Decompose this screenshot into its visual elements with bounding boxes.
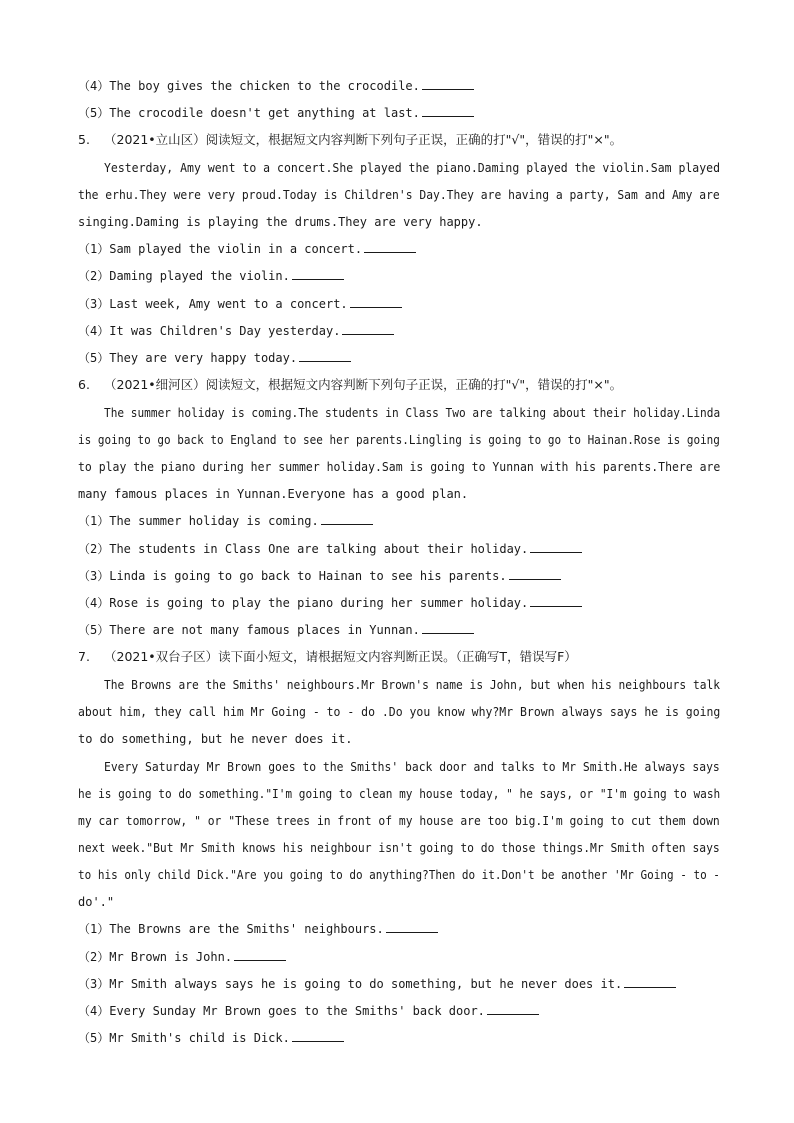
answer-blank[interactable] [292, 268, 344, 280]
q6-passage-line-3: to play the piano during her summer holiday.Sam is going to Yunnan with his parents.There are [78, 460, 721, 474]
answer-blank[interactable] [386, 921, 438, 933]
q7-item-2: （2）Mr Brown is John. [78, 949, 286, 965]
answer-blank[interactable] [624, 976, 676, 988]
q7-passage-line-2: about him, they call him Mr Going - to - do .Do you know why?Mr Brown always says he is going [78, 705, 721, 719]
q7-item-5: （5）Mr Smith's child is Dick. [78, 1030, 344, 1046]
answer-blank[interactable] [422, 78, 474, 90]
q7-item-1: （1）The Browns are the Smiths' neighbours. [78, 921, 438, 937]
q6-passage-line-2: is going to go back to England to see her parents.Lingling is going to go to Hainan.Rose is going [78, 433, 720, 447]
q6-item-3: （3）Linda is going to go back to Hainan to see his parents. [78, 568, 561, 584]
q7-item-4: （4）Every Sunday Mr Brown goes to the Smiths' back door. [78, 1003, 539, 1019]
q6-item-2: （2）The students in Class One are talking about their holiday. [78, 541, 582, 557]
q7-passage-line-7: next week."But Mr Smith knows his neighbour isn't going to do those things.Mr Smith often says [78, 841, 720, 855]
q7-item-3: （3）Mr Smith always says he is going to do something, but he never does it. [78, 976, 676, 992]
answer-blank[interactable] [487, 1003, 539, 1015]
q7-passage-line-6: my car tomorrow, " or "These trees in front of my house are too big.I'm going to cut them down [78, 814, 720, 828]
q7-passage-line-8: to his only child Dick."Are you going to do anything?Then do it.Don't be another 'Mr Going - to - [78, 868, 720, 882]
answer-blank[interactable] [364, 241, 416, 253]
q5-item-5: （5）They are very happy today. [78, 350, 351, 366]
answer-blank[interactable] [422, 105, 474, 117]
q6-item-5: （5）There are not many famous places in Yunnan. [78, 622, 474, 638]
answer-blank[interactable] [342, 323, 394, 335]
q6-passage-line-1: The summer holiday is coming.The students in Class Two are talking about their holiday.Linda [104, 406, 721, 420]
q5-item-4: （4）It was Children's Day yesterday. [78, 323, 394, 339]
q7-passage-line-9: do'." [78, 895, 115, 909]
q5-passage-line-3: singing.Daming is playing the drums.They are very happy. [78, 215, 483, 229]
answer-blank[interactable] [422, 622, 474, 634]
q6-passage-line-4: many famous places in Yunnan.Everyone has a good plan. [78, 487, 469, 501]
question-5-heading: 5. （2021•立山区）阅读短文，根据短文内容判断下列句子正误，正确的打"√"，错误的打"×"。 [78, 132, 623, 147]
q5-passage-line-1: Yesterday, Amy went to a concert.She played the piano.Daming played the violin.Sam played [104, 161, 720, 175]
answer-blank[interactable] [509, 568, 561, 580]
answer-blank[interactable] [299, 350, 351, 362]
answer-blank[interactable] [234, 949, 286, 961]
q5-item-3: （3）Last week, Amy went to a concert. [78, 296, 402, 312]
q7-passage-line-5: he is going to do something."I'm going to clean my house today, " he says, or "I'm going to wash [78, 787, 721, 801]
answer-blank[interactable] [530, 541, 582, 553]
q7-passage-line-4: Every Saturday Mr Brown goes to the Smiths' back door and talks to Mr Smith.He always says [104, 760, 720, 774]
prev-item-5: （5）The crocodile doesn't get anything at last. [78, 105, 474, 121]
q5-item-2: （2）Daming played the violin. [78, 268, 344, 284]
q5-item-1: （1）Sam played the violin in a concert. [78, 241, 416, 257]
q6-item-1: （1）The summer holiday is coming. [78, 513, 373, 529]
prev-item-4: （4）The boy gives the chicken to the crocodile. [78, 78, 474, 94]
answer-blank[interactable] [292, 1030, 344, 1042]
answer-blank[interactable] [321, 513, 373, 525]
answer-blank[interactable] [530, 595, 582, 607]
q5-passage-line-2: the erhu.They were very proud.Today is Children's Day.They are having a party, Sam and Amy are [78, 188, 720, 202]
q7-passage-line-1: The Browns are the Smiths' neighbours.Mr Brown's name is John, but when his neighbours talk [104, 678, 721, 692]
question-7-heading: 7. （2021•双台子区）读下面小短文，请根据短文内容判断正误。（正确写T，错误写F） [78, 649, 577, 664]
answer-blank[interactable] [350, 296, 402, 308]
q7-passage-line-3: to do something, but he never does it. [78, 732, 353, 746]
question-6-heading: 6. （2021•细河区）阅读短文，根据短文内容判断下列句子正误，正确的打"√"，错误的打"×"。 [78, 377, 623, 392]
q6-item-4: （4）Rose is going to play the piano during her summer holiday. [78, 595, 582, 611]
